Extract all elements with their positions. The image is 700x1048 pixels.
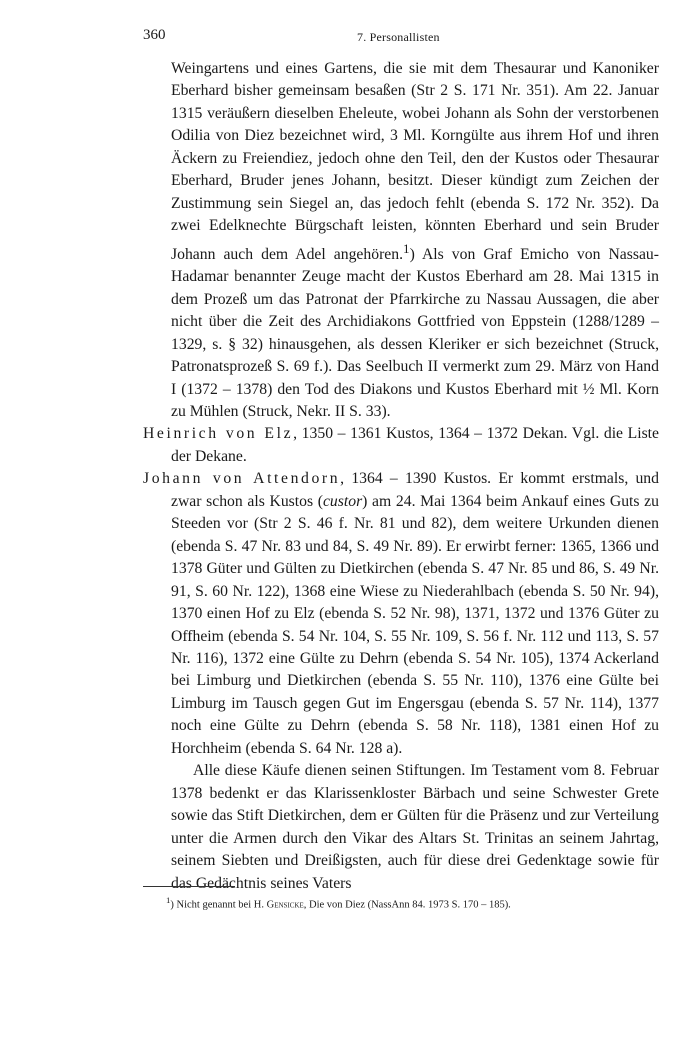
paragraph-stiftungen: [143, 760, 659, 895]
footnote-marker: 1: [166, 895, 171, 905]
entry-johann-von-attendorn: [143, 468, 659, 760]
main-text: [143, 58, 659, 895]
footnote: [166, 893, 660, 913]
paragraph-text: ) Als von Graf Emicho von Nassau-Hadamar benannter Zeuge macht der Kustos Eberhard am 28. Mai 1315 in dem Prozeß um das Patronat der Pfarrkirche zu Nassau Aussagen, die aber nicht über die Zeit des Archidiakons Gottfried von Eppstein (1288/1289 – 1329, s. § 32) hinausgehen, als dessen Kleriker er sich bezeichnet (Struck, Patronatsprozeß S. 69 f.). Das Seelbuch II vermerkt zum 29. März von Hand I (1372 – 1378) den Tod des Diakons und Kustos Eberhard mit ½ Ml. Korn zu Mühlen (Struck, Nekr. II S. 33).: [171, 245, 660, 421]
entry-text: ) am 24. Mai 1364 beim Ankauf eines Guts zu Steeden vor (Str 2 S. 46 f. Nr. 81 und 82), dem weitere Urkunden dienen (ebenda S. 47 Nr. 83 und 84, S. 49 Nr. 89). Er erwirbt ferner: 1365, 1366 und 1378 Güter und Gülten zu Dietkirchen (ebenda S. 47 Nr. 85 und 86, S. 49 Nr. 91, S. 60 Nr. 122), 1368 eine Wiese zu Niederahlbach (ebenda S. 50 Nr. 94), 1370 einen Hof zu Elz (ebenda S. 52 Nr. 98), 1371, 1372 und 1376 Güter zu Offheim (ebenda S. 54 Nr. 104, S. 55 Nr. 109, S. 56 f. Nr. 112 und 113, S. 57 Nr. 116), 1372 eine Gülte zu Dehrn (ebenda S. 54 Nr. 105), 1374 Ackerland bei Limburg und Dietkirchen (ebenda S. 55 Nr. 110), 1376 eine Gülte bei Limburg im Tausch gegen Gut im Engersgau (ebenda S. 57 Nr. 114), 1377 noch eine Gülte zu Dehrn (ebenda S. 58 Nr. 118), 1381 einen Hof zu Horchheim (ebenda S. 64 Nr. 128 a).: [171, 492, 659, 757]
page-number: 360: [143, 27, 166, 43]
footnote-text: ) Nicht genannt bei H.: [170, 899, 267, 911]
entry-text: , 1364 – 1390 Kustos. Er kommt erstmals, und zwar schon als Kustos (: [171, 470, 659, 510]
paragraph-text: Alle diese Käufe dienen seinen Stiftungen. Im Testament vom 8. Februar 1378 bedenkt er das Klarissenkloster Bärbach und seine Schwester Grete sowie das Stift Dietkirchen, dem er Gülten für die Präsenz und zur Verteilung unter die Armen durch den Vikar des Altars St. Trinitas an seinem Jahrtag, seinem Siebten und Dreißigsten, auch für diese drei Gedenktage sowie für das Gedächtnis seines Vaters: [171, 762, 659, 892]
footnote-author: Gensicke: [266, 899, 304, 911]
footnote-reference: 1: [403, 240, 410, 256]
entry-heinrich-von-elz: [143, 423, 659, 468]
footnote-text: , Die von Diez (NassAnn 84. 1973 S. 170 – 185).: [303, 899, 511, 911]
running-title: 7. Personallisten: [357, 30, 440, 44]
entry-text: , 1350 – 1361 Kustos, 1364 – 1372 Dekan. Vgl. die Liste der Dekane.: [171, 425, 659, 465]
paragraph-eberhard-continued: [143, 58, 659, 423]
paragraph-text: Weingartens und eines Gartens, die sie mit dem Thesaurar und Kanoniker Eberhard bisher gemeinsam besaßen (Str 2 S. 171 Nr. 351). Am 22. Januar 1315 veräußern dieselben Eheleute, wobei Johann als Sohn der verstorbenen Odilia von Diez bezeichnet wird, 3 Ml. Korngülte aus ihrem Hof und ihren Äckern zu Freiendiez, jedoch ohne den Teil, den der Kustos oder Thesaurar Eberhard, Bruder jenes Johann, besitzt. Dieser kündigt zum Zeichen der Zustimmung sein Siegel an, das jedoch fehlt (ebenda S. 172 Nr. 352). Da zwei Edelknechte Bürgschaft leisten, könnten Eberhard und sein Bruder Johann auch dem Adel angehören.: [171, 60, 659, 263]
person-name: Heinrich von Elz: [143, 425, 294, 443]
footnote-divider: [143, 886, 235, 887]
latin-term: custor: [322, 492, 363, 510]
person-name: Johann von Attendorn: [143, 470, 341, 488]
